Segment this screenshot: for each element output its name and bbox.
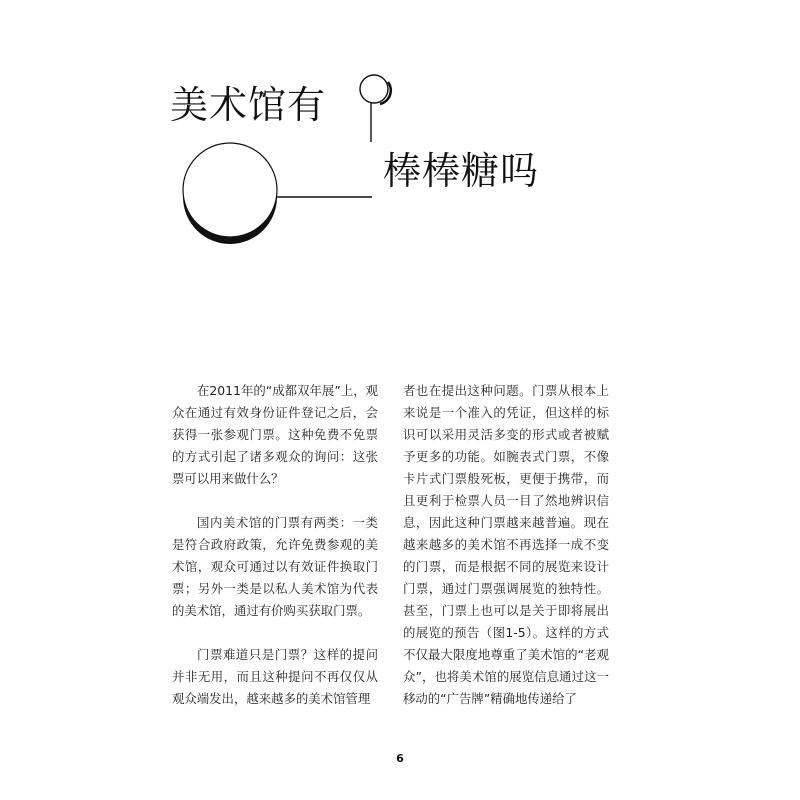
page-title-line-1: 美术馆有 [170,83,327,127]
page-number: 6 [396,752,404,765]
paragraph: 国内美术馆的门票有两类：一类是符合政府政策，允许免费参观的美术馆，观众可通过以有效证件换取门票；另外一类是以私人美术馆为代表的美术馆，通过有价购买获取门票。 [172,515,378,618]
large-lollipop-icon [183,143,372,244]
paragraph: 在2011年的“成都双年展”上，观众在通过有效身份证件登记之后，会获得一张参观门票。这种免费不免票的方式引起了诸多观众的询问：这张票可以用来做什么？ [172,383,378,486]
paragraph-continued: 者也在提出这种问题。门票从根本上来说是一个准入的凭证，但这样的标识可以采用灵活多变的形式或者被赋予更多的功能。如腕表式门票，不像卡片式门票般死板，更便于携带，而且更利于检票人员一目了然地辨识信息，因此这种门票越来越普遍。现在越来越多的美术馆不再选择一成不变的门票，而是根据不同的展览来设计门票，通过门票强调展览的独特性。甚至，门票上也可以是关于即将展出的展览的预告（图1-5）。这样的方式不仅最大限度地尊重了美术馆的“老观众”，也将美术馆的展览信息通过这一移动的“广告牌”精确地传递给了 [403,383,609,706]
small-lollipop-icon [360,75,391,142]
body-text-right-column [403,380,609,710]
page-title-line-2: 棒棒糖吗 [383,149,540,193]
body-text-left-column [172,380,378,710]
paragraph: 门票难道只是门票？这样的提问并非无用，而且这种提问不再仅仅从观众端发出，越来越多的美术馆管理 [172,647,378,706]
